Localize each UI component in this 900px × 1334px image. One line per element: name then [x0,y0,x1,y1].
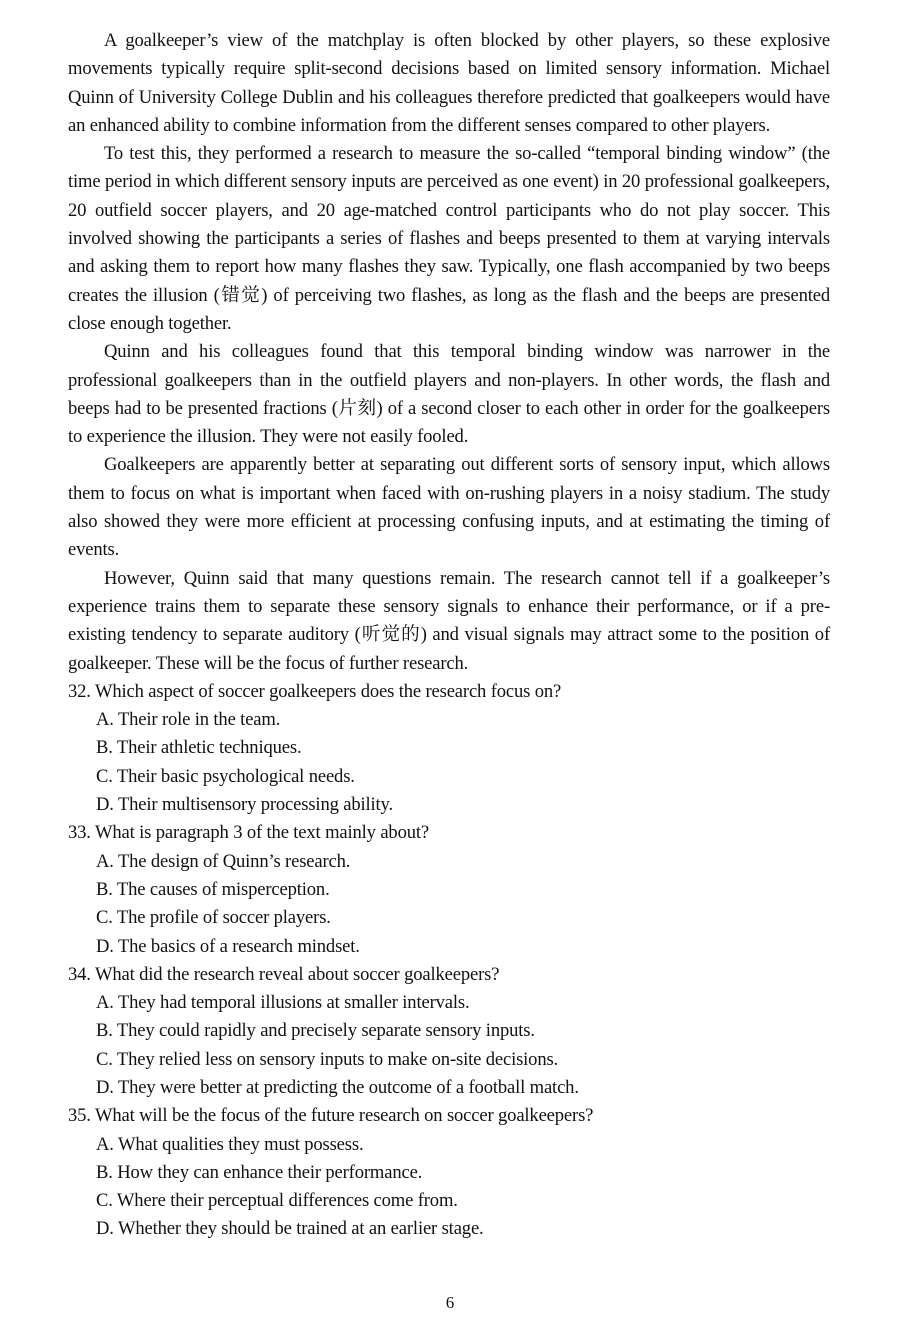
option-a: A. Their role in the team. [96,709,281,731]
question-34 [68,961,830,1102]
exam-page [68,27,830,1244]
question-stem: 35. What will be the focus of the future research on soccer goalkeepers? [68,1105,594,1127]
question-stem: 32. Which aspect of soccer goalkeepers does the research focus on? [68,680,562,702]
passage-paragraph-4: Goalkeepers are apparently better at separating out different sorts of sensory input, which allows them to focus on what is important when faced with on-rushing players in a noisy stadium. The study also showed they were more efficient at processing confusing inputs, and at estimating the timing of events. [68,454,830,561]
question-list [68,678,830,1244]
option-d: D. They were better at predicting the outcome of a football match. [96,1076,579,1098]
passage-paragraph-5: However, Quinn said that many questions remain. The research cannot tell if a goalkeeper’s experience trains them to separate these sensory signals to enhance their performance, or if a pre-existing tendency to separate auditory (听觉的) and visual signals may attract some to the position of goalkeeper. These will be the focus of further research. [68,567,830,674]
passage-paragraph-2: To test this, they performed a research to measure the so-called “temporal binding window” (the time period in which different sensory inputs are perceived as one event) in 20 professional goalkeepers, 20 outfield soccer players, and 20 age-matched control participants who do not play soccer. This involved showing the participants a series of flashes and beeps presented to them at varying intervals and asking them to report how many flashes they saw. Typically, one flash accompanied by two beeps creates the illusion (错觉) of perceiving two flashes, as long as the flash and the beeps are presented close enough together. [68,143,830,334]
question-stem: 33. What is paragraph 3 of the text mainly about? [68,822,429,844]
option-a: A. The design of Quinn’s research. [96,850,351,872]
option-b: B. The causes of misperception. [96,878,330,900]
option-a: A. They had temporal illusions at smaller intervals. [96,992,470,1014]
option-d: D. The basics of a research mindset. [96,935,360,957]
option-b: B. They could rapidly and precisely separate sensory inputs. [96,1020,535,1042]
passage-paragraph-3: Quinn and his colleagues found that this temporal binding window was narrower in the professional goalkeepers than in the outfield players and non-players. In other words, the flash and beeps had to be presented fractions (片刻) of a second closer to each other in order for the goalkeepers to experience the illusion. They were not easily fooled. [68,341,830,448]
passage-paragraph-1: A goalkeeper’s view of the matchplay is often blocked by other players, so these explosive movements typically require split-second decisions based on limited sensory information. Michael Quinn of University College Dublin and his colleagues therefore predicted that goalkeepers would have an enhanced ability to combine information from the different senses compared to other players. [68,30,830,136]
option-c: C. Their basic psychological needs. [96,765,355,787]
option-a: A. What qualities they must possess. [96,1133,364,1155]
question-35 [68,1102,830,1243]
question-33 [68,819,830,960]
page-number: 6 [445,1293,455,1312]
option-c: C. They relied less on sensory inputs to make on-site decisions. [96,1048,559,1070]
option-c: C. The profile of soccer players. [96,907,331,929]
option-b: B. Their athletic techniques. [96,737,302,759]
question-stem: 34. What did the research reveal about soccer goalkeepers? [68,963,500,985]
option-d: D. Whether they should be trained at an earlier stage. [96,1218,484,1240]
reading-passage [68,27,830,678]
option-d: D. Their multisensory processing ability. [96,794,393,816]
option-c: C. Where their perceptual differences come from. [96,1190,458,1212]
option-b: B. How they can enhance their performance. [96,1161,423,1183]
question-32 [68,678,830,819]
